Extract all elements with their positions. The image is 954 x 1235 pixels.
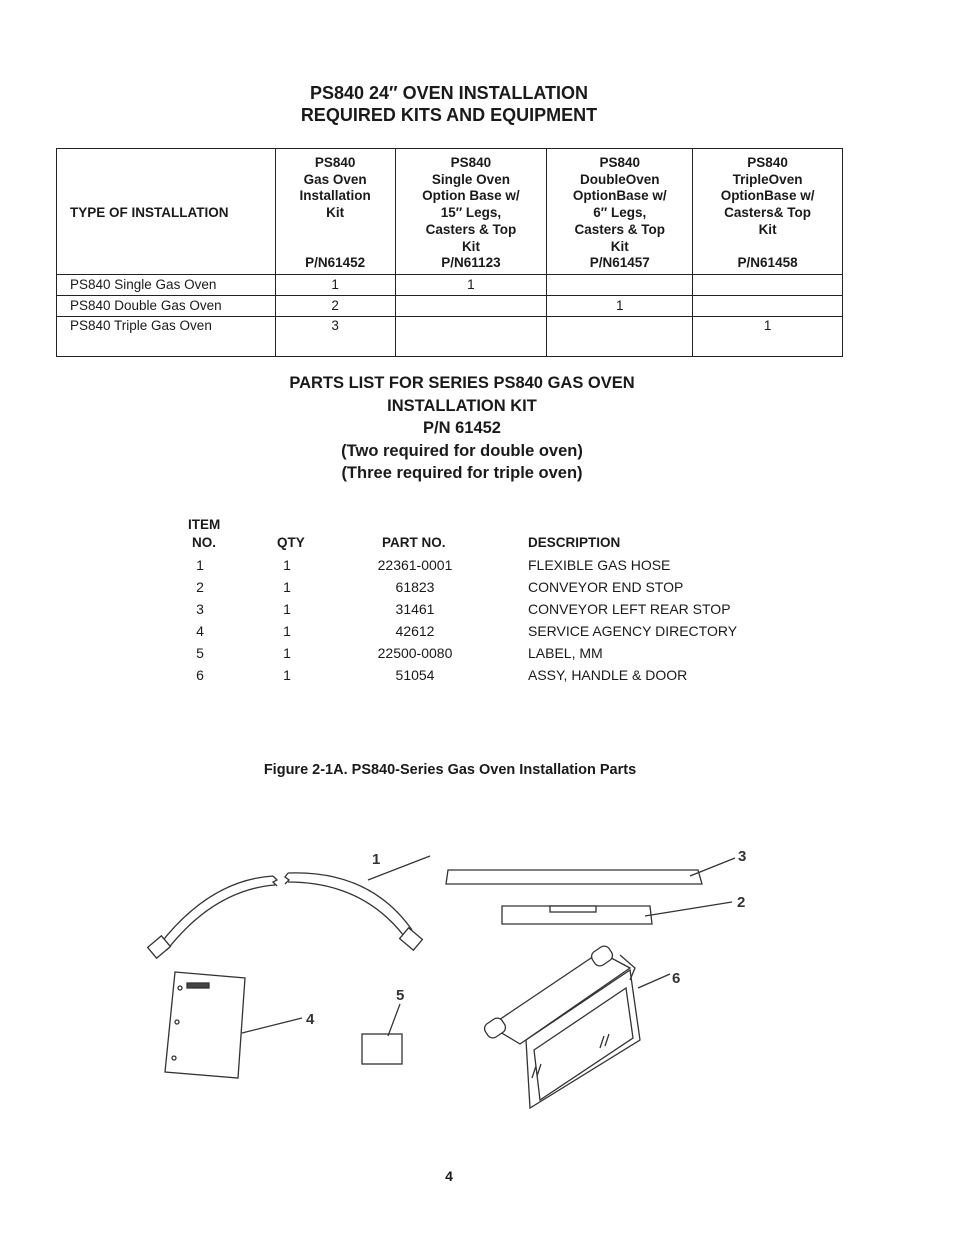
- page-heading: [0, 82, 898, 126]
- figure-caption: Figure 2-1A. PS840-Series Gas Oven Installation Parts: [263, 762, 637, 778]
- quantity-cell: 1: [547, 295, 693, 316]
- quantity-cell: 1: [275, 274, 395, 295]
- description-cell: LABEL, MM: [528, 645, 603, 661]
- parts-heading-line: (Three required for triple oven): [341, 464, 583, 482]
- description-cell: SERVICE AGENCY DIRECTORY: [528, 623, 738, 639]
- triple-oven-base-column-header: PS840 TripleOven OptionBase w/ Casters& Top Kit P/N61458: [693, 149, 843, 275]
- parts-list-row: [160, 645, 780, 665]
- qty-cell: 1: [283, 667, 291, 683]
- parts-list-header: [160, 535, 780, 555]
- part-number-cell: 22361-0001: [377, 557, 453, 573]
- parts-list-row: [160, 557, 780, 577]
- description-cell: CONVEYOR END STOP: [528, 579, 684, 595]
- parts-heading-line: P/N 61452: [423, 419, 501, 437]
- item-header-line-2: NO.: [192, 535, 217, 550]
- single-oven-base-column-header: PS840 Single Oven Option Base w/ 15″ Legs, Casters & Top Kit P/N61123: [395, 149, 547, 275]
- table-row: [57, 316, 843, 356]
- part-number-cell: 51054: [395, 667, 435, 683]
- page-number: 4: [445, 1168, 453, 1184]
- table-header-row: [57, 149, 843, 275]
- table-row: [57, 274, 843, 295]
- table-row: [57, 295, 843, 316]
- description-cell: ASSY, HANDLE & DOOR: [528, 667, 688, 683]
- conveyor-end-stop-illustration: [502, 902, 732, 924]
- type-of-installation-header: TYPE OF INSTALLATION: [57, 149, 276, 275]
- installation-type-cell: PS840 Triple Gas Oven: [57, 316, 276, 356]
- callout-5: 5: [396, 987, 405, 1004]
- parts-list-row: [160, 667, 780, 687]
- qty-header: QTY: [277, 535, 305, 550]
- quantity-cell: 1: [693, 316, 843, 356]
- qty-cell: 1: [283, 579, 291, 595]
- required-kits-table: [56, 148, 843, 357]
- callout-1: 1: [372, 851, 381, 868]
- heading-line-1: PS840 24″ OVEN INSTALLATION: [309, 83, 588, 103]
- parts-list-heading: [0, 372, 924, 485]
- parts-list-row: [160, 579, 780, 599]
- installation-type-cell: PS840 Double Gas Oven: [57, 295, 276, 316]
- quantity-cell: [693, 274, 843, 295]
- kit-column-header: PS840 Gas Oven Installation Kit P/N61452: [275, 149, 395, 275]
- qty-cell: 1: [283, 557, 291, 573]
- parts-list-row: [160, 623, 780, 643]
- item-number-cell: 5: [196, 645, 204, 661]
- installation-parts-figure: [130, 840, 790, 1130]
- handle-door-assembly-illustration: [482, 944, 670, 1108]
- part-number-cell: 61823: [395, 579, 435, 595]
- parts-list-header: [160, 517, 780, 537]
- item-header-line-1: ITEM: [188, 517, 221, 532]
- heading-line-2: REQUIRED KITS AND EQUIPMENT: [300, 105, 598, 125]
- qty-cell: 1: [283, 601, 291, 617]
- callout-4: 4: [306, 1011, 315, 1028]
- part-number-cell: 22500-0080: [377, 645, 453, 661]
- quantity-cell: [693, 295, 843, 316]
- conveyor-left-rear-stop-illustration: [446, 858, 735, 884]
- service-agency-directory-illustration: [165, 972, 302, 1078]
- installation-type-cell: PS840 Single Gas Oven: [57, 274, 276, 295]
- item-number-cell: 3: [196, 601, 204, 617]
- quantity-cell: [395, 295, 547, 316]
- double-oven-base-column-header: PS840 DoubleOven OptionBase w/ 6″ Legs, Casters & Top Kit P/N61457: [547, 149, 693, 275]
- parts-list-row: [160, 601, 780, 621]
- callout-2: 2: [737, 894, 746, 911]
- item-number-cell: 6: [196, 667, 204, 683]
- flexible-gas-hose-illustration: [148, 856, 430, 958]
- item-number-cell: 2: [196, 579, 204, 595]
- item-number-cell: 4: [196, 623, 204, 639]
- callout-6: 6: [672, 970, 681, 987]
- description-cell: FLEXIBLE GAS HOSE: [528, 557, 671, 573]
- quantity-cell: [547, 274, 693, 295]
- quantity-cell: 1: [395, 274, 547, 295]
- quantity-cell: [547, 316, 693, 356]
- quantity-cell: 2: [275, 295, 395, 316]
- description-cell: CONVEYOR LEFT REAR STOP: [528, 601, 731, 617]
- qty-cell: 1: [283, 623, 291, 639]
- quantity-cell: [395, 316, 547, 356]
- part-number-cell: 31461: [395, 601, 435, 617]
- label-mm-illustration: [362, 1004, 402, 1064]
- part-number-cell: 42612: [395, 623, 435, 639]
- qty-cell: 1: [283, 645, 291, 661]
- description-header: DESCRIPTION: [528, 535, 621, 550]
- quantity-cell: 3: [275, 316, 395, 356]
- part-no-header: PART NO.: [382, 535, 446, 550]
- parts-heading-line: PARTS LIST FOR SERIES PS840 GAS OVEN: [289, 374, 635, 392]
- item-number-cell: 1: [196, 557, 204, 573]
- parts-heading-line: (Two required for double oven): [341, 441, 583, 460]
- callout-3: 3: [738, 848, 747, 865]
- parts-heading-line: INSTALLATION KIT: [387, 396, 537, 415]
